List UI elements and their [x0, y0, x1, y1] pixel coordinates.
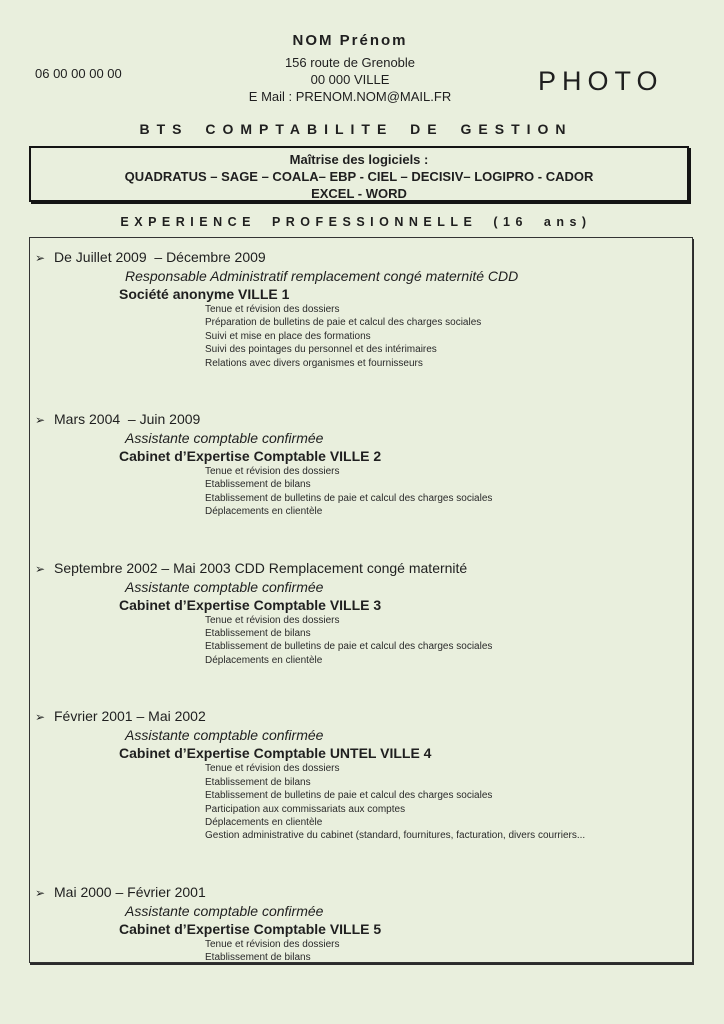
- email-line: E Mail : PRENOM.NOM@MAIL.FR: [248, 89, 452, 104]
- entry-date-row: [30, 559, 692, 578]
- entry-task-list: [205, 303, 692, 370]
- task-line: Etablissement de bilans: [205, 479, 311, 491]
- entry-date: De Juillet 2009 – Décembre 2009: [54, 249, 266, 265]
- arrow-bullet-icon: ➢: [35, 710, 46, 725]
- experience-entry: [30, 707, 692, 842]
- entry-company: Cabinet d’Expertise Comptable VILLE 3: [119, 596, 382, 613]
- task-line: Déplacements en clientèle: [205, 816, 323, 828]
- entry-date-row: [30, 883, 692, 902]
- entry-company: Cabinet d’Expertise Comptable UNTEL VILLE 4: [119, 745, 432, 762]
- task-line: Etablissement de bilans: [205, 776, 311, 788]
- address-street: 156 route de Grenoble: [284, 55, 416, 70]
- task-line: Etablissement de bilans: [205, 952, 311, 963]
- arrow-bullet-icon: ➢: [35, 251, 46, 265]
- diploma-title: BTS COMPTABILITE DE GESTION: [139, 121, 573, 137]
- arrow-bullet-icon: ➢: [35, 561, 46, 576]
- task-line: Suivi des pointages du personnel et des intérimaires: [205, 344, 437, 356]
- task-line: Tenue et révision des dossiers: [205, 304, 340, 315]
- arrow-bullet-icon: ➢: [35, 413, 46, 428]
- entry-date: Mai 2000 – Février 2001: [54, 883, 206, 900]
- skills-office-list: EXCEL - WORD: [311, 186, 407, 201]
- address-city: 00 000 VILLE: [310, 72, 390, 87]
- entry-date-row: [30, 707, 692, 726]
- task-line: Etablissement de bilans: [205, 628, 311, 640]
- candidate-name: NOM Prénom: [292, 32, 408, 49]
- entry-company: Société anonyme VILLE 1: [119, 286, 290, 302]
- phone-number: 06 00 00 00 00: [35, 66, 122, 81]
- task-line: Tenue et révision des dossiers: [205, 614, 340, 626]
- task-line: Relations avec divers organismes et fournisseurs: [205, 357, 423, 369]
- entry-date-row: [30, 248, 692, 267]
- task-line: Etablissement de bulletins de paie et calcul des charges sociales: [205, 641, 493, 653]
- skills-box: [29, 146, 689, 202]
- experience-box: [29, 237, 693, 963]
- experience-heading: EXPERIENCE PROFESSIONNELLE (16 ans): [120, 215, 592, 229]
- entry-role: Responsable Administratif remplacement congé maternité CDD: [125, 268, 519, 284]
- task-line: Tenue et révision des dossiers: [205, 466, 340, 478]
- entry-task-list: [205, 938, 692, 963]
- task-line: Déplacements en clientèle: [205, 506, 323, 518]
- photo-placeholder: PHOTO: [538, 66, 664, 96]
- skills-software-list: QUADRATUS – SAGE – COALA– EBP - CIEL – DECISIV– LOGIPRO - CADOR: [124, 169, 594, 184]
- experience-entry: [30, 559, 692, 668]
- entry-date-row: [30, 410, 692, 429]
- task-line: Tenue et révision des dossiers: [205, 763, 340, 775]
- task-line: Déplacements en clientèle: [205, 654, 323, 666]
- entry-role: Assistante comptable confirmée: [125, 727, 324, 744]
- entry-role: Assistante comptable confirmée: [125, 902, 324, 919]
- experience-entry: [30, 248, 692, 370]
- entry-company: Cabinet d’Expertise Comptable VILLE 5: [119, 920, 382, 937]
- arrow-bullet-icon: ➢: [35, 885, 46, 900]
- task-line: Suivi et mise en place des formations: [205, 330, 371, 342]
- entry-date: Septembre 2002 – Mai 2003 CDD Remplacement congé maternité: [54, 559, 468, 576]
- entry-task-list: [205, 465, 692, 519]
- experience-entry: [30, 410, 692, 519]
- entry-company: Cabinet d’Expertise Comptable VILLE 2: [119, 448, 382, 465]
- entry-role: Assistante comptable confirmée: [125, 430, 324, 447]
- entry-date: Février 2001 – Mai 2002: [54, 708, 206, 725]
- experience-entry: [30, 883, 692, 963]
- task-line: Participation aux commissariats aux comptes: [205, 803, 406, 815]
- entry-date: Mars 2004 – Juin 2009: [54, 411, 201, 428]
- entry-task-list: [205, 762, 692, 842]
- task-line: Etablissement de bulletins de paie et calcul des charges sociales: [205, 492, 493, 504]
- task-line: Tenue et révision des dossiers: [205, 938, 340, 950]
- task-line: Etablissement de bulletins de paie et calcul des charges sociales: [205, 790, 493, 802]
- entry-task-list: [205, 614, 692, 668]
- skills-title: Maîtrise des logiciels :: [289, 152, 429, 167]
- entry-role: Assistante comptable confirmée: [125, 578, 324, 595]
- task-line: Gestion administrative du cabinet (standard, fournitures, facturation, divers courriers...: [205, 830, 586, 842]
- task-line: Préparation de bulletins de paie et calcul des charges sociales: [205, 317, 482, 329]
